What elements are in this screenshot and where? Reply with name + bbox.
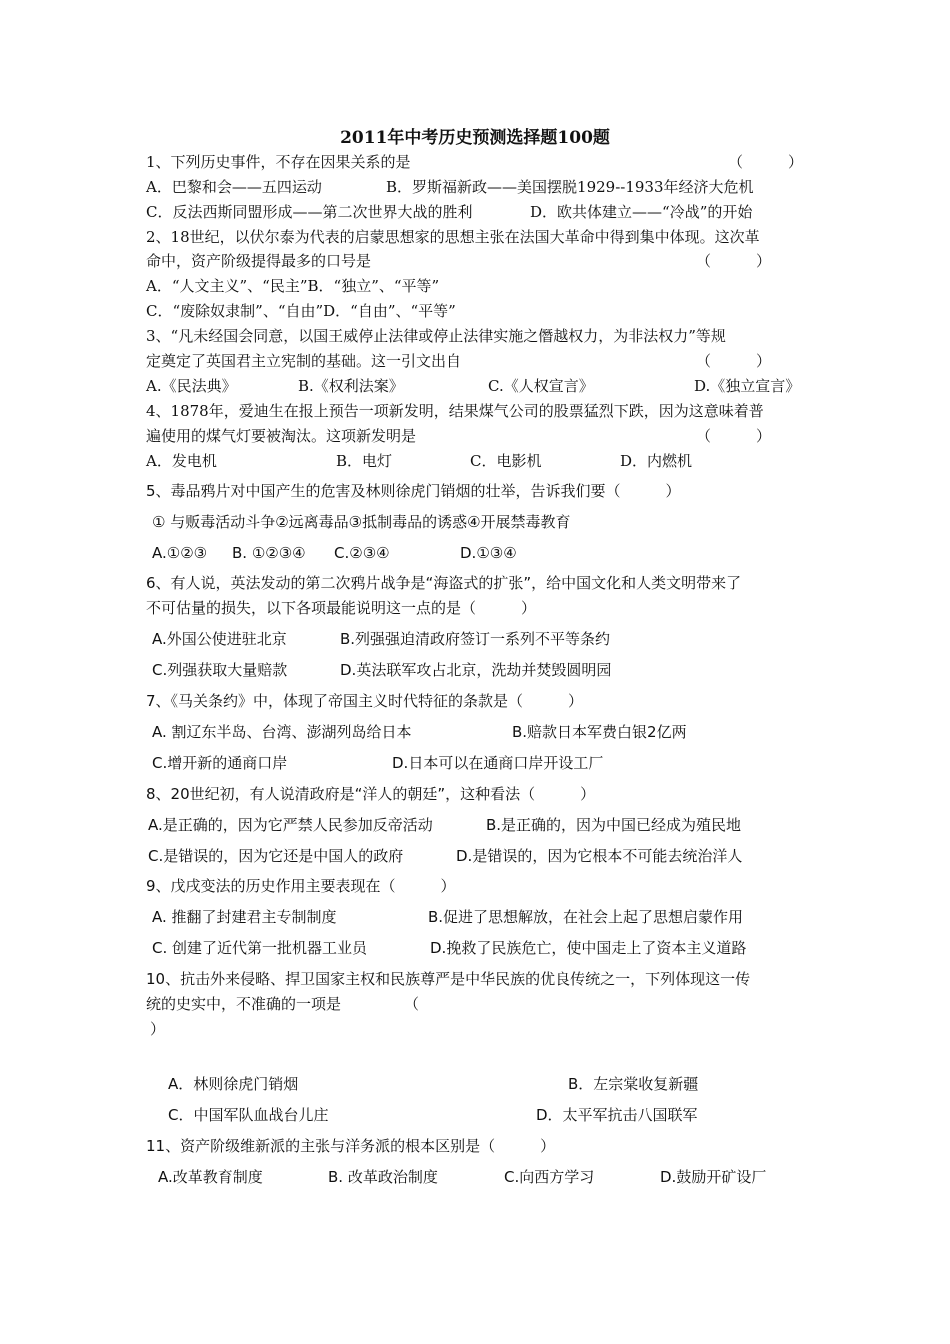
q2-stem-line-1: 2、18世纪，以伏尔泰为代表的启蒙思想家的思想主张在法国大革命中得到集中体现。这次革 — [146, 228, 760, 246]
q3-option-d: D.《独立宣言》 — [694, 377, 801, 395]
q6-stem-line-2: 不可估量的损失，以下各项最能说明这一点的是（ ） — [146, 599, 537, 617]
q9-option-d: D.挽救了民族危亡，使中国走上了资本主义道路 — [430, 939, 747, 957]
q10-stem-line-1: 10、抗击外来侵略、捍卫国家主权和民族尊严是中华民族的优良传统之一，下列体现这一传 — [146, 970, 751, 988]
q10-option-d: D．太平军抗击八国联军 — [536, 1106, 698, 1124]
q6-option-b: B.列强强迫清政府签订一系列不平等条约 — [340, 630, 611, 648]
q3-stem-line-1: 3、“凡未经国会同意，以国王威停止法律或停止法律实施之僭越权力，为非法权力”等规 — [146, 327, 726, 345]
q10-option-a: A．林则徐虎门销烟 — [168, 1075, 299, 1093]
q7-option-a: A. 割辽东半岛、台湾、澎湖列岛给日本 — [152, 723, 412, 741]
q10-answer-bracket-open: （ — [404, 995, 420, 1013]
q9-stem-line-1: 9、戊戌变法的历史作用主要表现在（ ） — [146, 877, 456, 895]
q8-option-d: D.是错误的，因为它根本不可能去统治洋人 — [456, 847, 743, 865]
q1-stem-line-1: 1、下列历史事件，不存在因果关系的是 — [146, 153, 411, 171]
q4-option-d: D．内燃机 — [620, 452, 693, 470]
q6-stem-line-1: 6、有人说，英法发动的第二次鸦片战争是“海盗式的扩张”，给中国文化和人类文明带来了 — [146, 574, 742, 592]
q4-option-a: A．发电机 — [146, 452, 217, 470]
q10-answer-bracket-close: ） — [150, 1020, 166, 1038]
q1-option-d: D．欧共体建立——“冷战”的开始 — [530, 203, 753, 221]
q11-option-b: B. 改革政治制度 — [328, 1168, 438, 1186]
q5-option-d: D.①③④ — [460, 544, 517, 562]
q5-stem-line-2: ① 与贩毒活动斗争②远离毒品③抵制毒品的诱惑④开展禁毒教育 — [152, 513, 571, 531]
q6-option-d: D.英法联军攻占北京，洗劫并焚毁圆明园 — [340, 661, 612, 679]
q3-stem-line-2: 定奠定了英国君主立宪制的基础。这一引文出自 — [146, 352, 462, 370]
q9-option-a: A. 推翻了封建君主专制制度 — [152, 908, 337, 926]
q10-option-c: C．中国军队血战台儿庄 — [168, 1106, 329, 1124]
q1-option-c: C．反法西斯同盟形成——第二次世界大战的胜利 — [146, 203, 473, 221]
q8-option-c: C.是错误的，因为它还是中国人的政府 — [148, 847, 404, 865]
q8-stem-line-1: 8、20世纪初，有人说清政府是“洋人的朝廷”，这种看法（ ） — [146, 785, 596, 803]
q11-option-d: D.鼓励开矿设厂 — [660, 1168, 767, 1186]
q6-option-a: A.外国公使进驻北京 — [152, 630, 287, 648]
q7-option-d: D.日本可以在通商口岸开设工厂 — [392, 754, 604, 772]
q11-stem-line-1: 11、资产阶级维新派的主张与洋务派的根本区别是（ ） — [146, 1137, 556, 1155]
q7-option-b: B.赔款日本军费白银2亿两 — [512, 723, 687, 741]
q3-option-b: B.《权利法案》 — [298, 377, 404, 395]
q5-stem-line-1: 5、毒品鸦片对中国产生的危害及林则徐虎门销烟的壮举，告诉我们要（ ） — [146, 482, 681, 500]
q10-stem-line-2: 统的史实中，不准确的一项是 — [146, 995, 342, 1013]
q1-answer-bracket: （ ） — [728, 153, 804, 171]
q9-option-b: B.促进了思想解放，在社会上起了思想启蒙作用 — [428, 908, 744, 926]
q2-stem-line-2: 命中，资产阶级提得最多的口号是 — [146, 252, 372, 270]
q5-option-c: C.②③④ — [334, 544, 390, 562]
q8-option-a: A.是正确的，因为它严禁人民参加反帝活动 — [148, 816, 433, 834]
q2-option-cd: C．“废除奴隶制”、“自由”D．“自由”、“平等” — [146, 302, 456, 320]
q7-stem-line-1: 7、《马关条约》中，体现了帝国主义时代特征的条款是（ ） — [146, 692, 584, 710]
q2-option-ab: A．“人文主义”、“民主”B．“独立”、“平等” — [146, 277, 440, 295]
q4-answer-bracket: （ ） — [696, 427, 772, 445]
q11-option-c: C.向西方学习 — [504, 1168, 595, 1186]
q9-option-c: C. 创建了近代第一批机器工业员 — [152, 939, 368, 957]
q5-option-b: B. ①②③④ — [232, 544, 306, 562]
q4-stem-line-1: 4、1878年，爱迪生在报上预告一项新发明，结果煤气公司的股票猛烈下跌，因为这意味着普 — [146, 402, 764, 420]
q3-answer-bracket: （ ） — [696, 352, 772, 370]
q6-option-c: C.列强获取大量赔款 — [152, 661, 288, 679]
q4-option-c: C．电影机 — [470, 452, 542, 470]
q1-option-a: A．巴黎和会——五四运动 — [146, 178, 322, 196]
q8-option-b: B.是正确的，因为中国已经成为殖民地 — [486, 816, 742, 834]
page-title: 2011年中考历史预测选择题100题 — [340, 128, 610, 148]
q5-option-a: A.①②③ — [152, 544, 208, 562]
q3-option-a: A.《民法典》 — [146, 377, 237, 395]
q4-stem-line-2: 遍使用的煤气灯要被淘汰。这项新发明是 — [146, 427, 417, 445]
q10-option-b: B．左宗棠收复新疆 — [568, 1075, 699, 1093]
q7-option-c: C.增开新的通商口岸 — [152, 754, 288, 772]
q3-option-c: C.《人权宣言》 — [488, 377, 594, 395]
q2-answer-bracket: （ ） — [696, 252, 772, 270]
q11-option-a: A.改革教育制度 — [158, 1168, 263, 1186]
q4-option-b: B．电灯 — [336, 452, 393, 470]
q1-option-b: B．罗斯福新政——美国摆脱1929--1933年经济大危机 — [386, 178, 754, 196]
